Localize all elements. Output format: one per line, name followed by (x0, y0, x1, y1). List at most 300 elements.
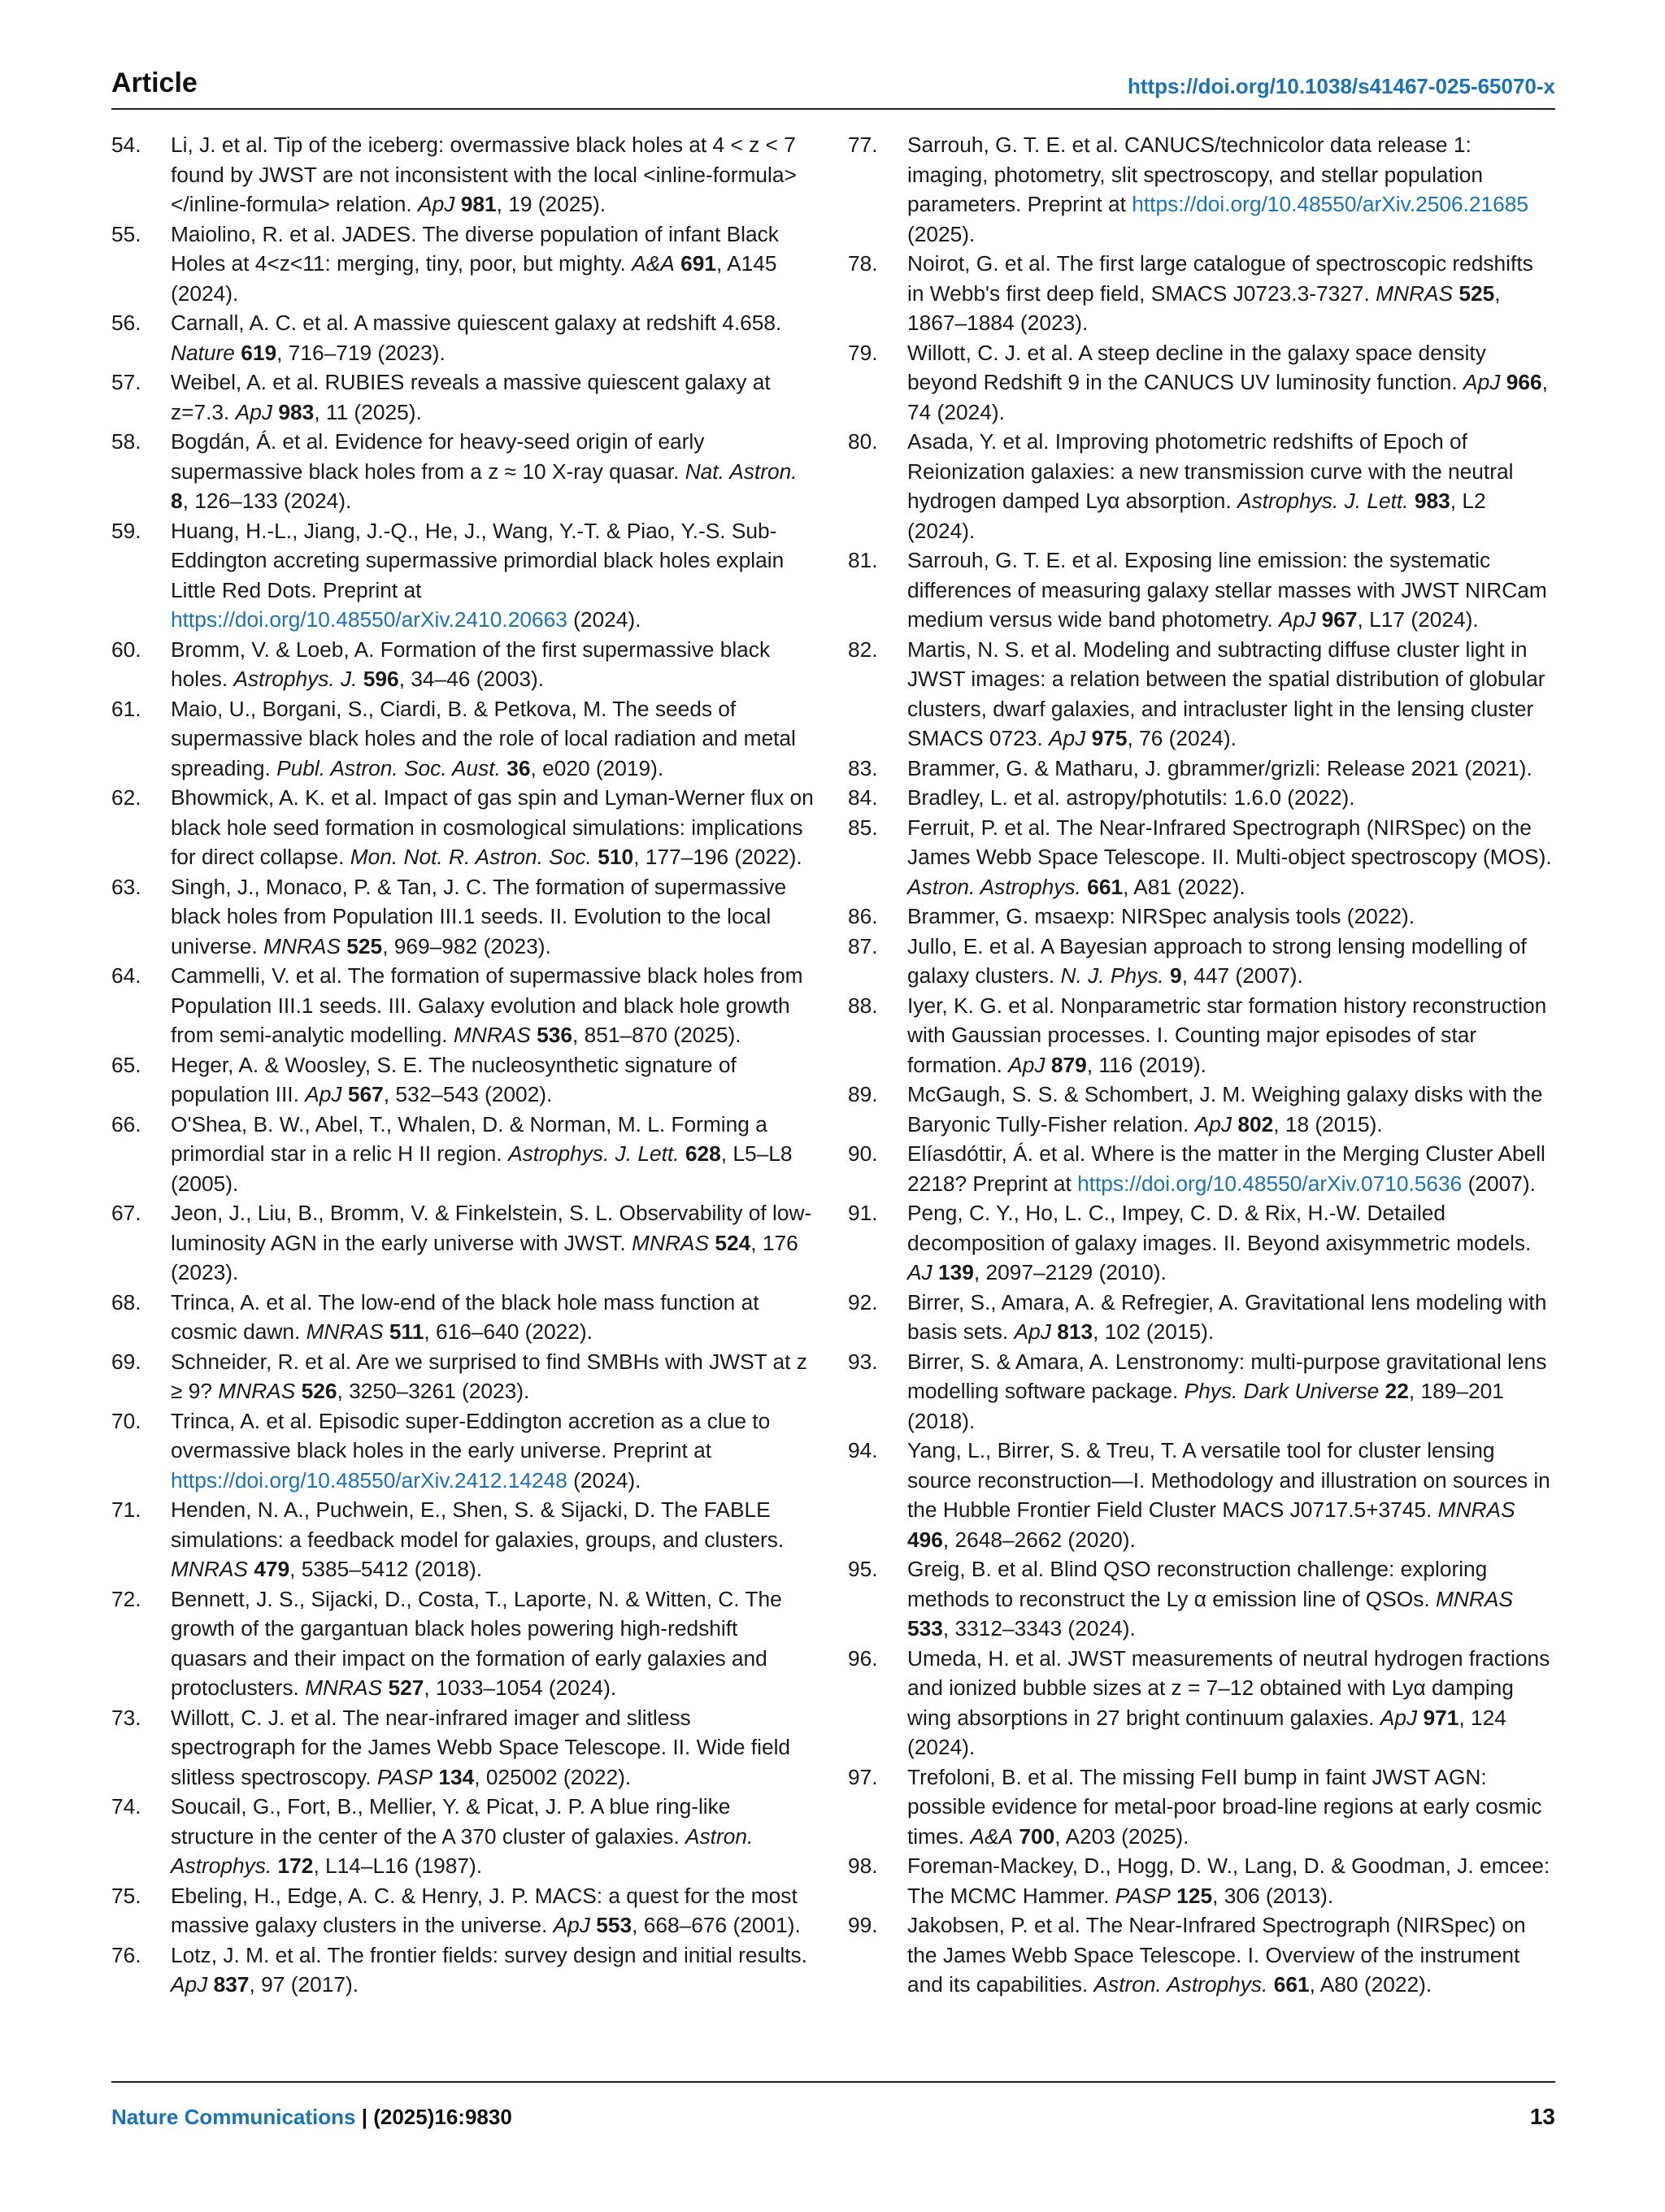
reference-number: 91. (848, 1201, 878, 1225)
reference-fragment (1046, 1053, 1051, 1077)
reference-fragment: Bradley, L. et al. astropy/photutils: 1.6.0 (2022). (907, 785, 1355, 810)
reference-number: 98. (848, 1853, 878, 1878)
reference-fragment: Soucail, G., Fort, B., Mellier, Y. & Picat, J. P. A blue ring-like structure in the center of the A 370 cluster of galaxies. (171, 1794, 731, 1849)
reference-number: 64. (111, 963, 141, 988)
footer-rule (111, 2081, 1555, 2083)
reference-text (171, 367, 819, 427)
journal-title: MNRAS (305, 1675, 383, 1700)
reference-item (111, 1406, 819, 1496)
reference-text (907, 1288, 1555, 1347)
volume-number: 36 (506, 755, 531, 780)
reference-number: 58. (111, 429, 141, 454)
reference-item (111, 783, 819, 872)
reference-fragment: Yang, L., Birrer, S. & Treu, T. A versatile tool for cluster lensing source reconstruction—I. Methodology and illustration on sources in the Hubble Frontier Field Cluster MACS J0717.5+3745. (907, 1438, 1550, 1522)
reference-fragment: (2024). (567, 1467, 641, 1493)
reference-text (171, 1584, 819, 1703)
reference-number: 94. (848, 1438, 878, 1462)
reference-fragment: , 1033–1054 (2024). (424, 1675, 617, 1700)
volume-number: 536 (537, 1023, 572, 1047)
reference-fragment: Singh, J., Monaco, P. & Tan, J. C. The formation of supermassive black holes from Population III.1 seeds. II. Evolution to the local universe. (171, 874, 787, 958)
reference-fragment: , 102 (2015). (1093, 1319, 1215, 1344)
reference-text (171, 130, 819, 219)
journal-title: ApJ (305, 1082, 342, 1106)
reference-text (171, 308, 819, 367)
reference-text (171, 635, 819, 694)
journal-title: Phys. Dark Universe (1184, 1379, 1380, 1403)
reference-text (907, 991, 1555, 1080)
journal-title: Astron. Astrophys. (907, 874, 1081, 899)
reference-number: 56. (111, 311, 141, 335)
reference-fragment: Peng, C. Y., Ho, L. C., Impey, C. D. & Rix, H.-W. Detailed decomposition of galaxy images. II. Beyond axisymmetric models. (907, 1201, 1532, 1255)
reference-fragment: , 2648–2662 (2020). (942, 1527, 1136, 1552)
reference-item (848, 1080, 1555, 1139)
volume-number: 971 (1423, 1705, 1459, 1730)
volume-number: 983 (1414, 489, 1450, 513)
reference-item (111, 1495, 819, 1584)
reference-fragment: Jullo, E. et al. A Bayesian approach to strong lensing modelling of galaxy clusters. (907, 933, 1527, 988)
volume-number: 496 (907, 1527, 943, 1552)
volume-number: 22 (1385, 1379, 1409, 1403)
reference-fragment: , 1867–1884 (2023). (907, 280, 1501, 335)
reference-fragment: Li, J. et al. Tip of the iceberg: overmassive black holes at 4 < z < 7 found by JWST are not inconsistent with the local <inline-formula></inline-formula> relation. (171, 133, 797, 216)
reference-fragment: Ferruit, P. et al. The Near-Infrared Spectrograph (NIRSpec) on the James Webb Space Telescope. II. Multi-object spectroscopy (MOS). (907, 815, 1552, 869)
reference-text (907, 130, 1555, 249)
volume-number: 983 (278, 399, 315, 424)
reference-number: 93. (848, 1349, 878, 1374)
reference-number: 77. (848, 133, 878, 157)
reference-fragment: Maiolino, R. et al. JADES. The diverse population of infant Black Holes at 4<z<11: merging, tiny, poor, but mighty. (171, 221, 779, 276)
reference-text (171, 694, 819, 784)
reference-number: 72. (111, 1586, 141, 1611)
header-rule (111, 108, 1555, 110)
reference-fragment: , L2 (2024). (907, 489, 1486, 543)
journal-title: MNRAS (632, 1230, 710, 1255)
reference-number: 76. (111, 1942, 141, 1967)
reference-fragment: , 176 (2023). (171, 1230, 798, 1284)
reference-text (171, 1347, 819, 1406)
reference-text (171, 872, 819, 962)
journal-title: Astron. Astrophys. (171, 1823, 754, 1878)
reference-fragment: McGaugh, S. S. & Schombert, J. M. Weighing galaxy disks with the Baryonic Tully-Fisher relation. (907, 1082, 1543, 1136)
reference-item (848, 1851, 1555, 1910)
section-label: Article (111, 67, 198, 98)
reference-fragment: , 3250–3261 (2023). (337, 1379, 530, 1403)
reference-item (848, 130, 1555, 249)
reference-fragment (272, 1853, 277, 1878)
reference-fragment: Trefoloni, B. et al. The missing FeII bump in faint JWST AGN: possible evidence for metal-poor broad-line regions at early cosmic times. (907, 1764, 1542, 1849)
reference-fragment: , 306 (2013). (1212, 1883, 1334, 1908)
reference-text (171, 219, 819, 309)
reference-fragment (1379, 1379, 1385, 1403)
reference-fragment: Brammer, G. & Matharu, J. gbrammer/grizli: Release 2021 (2021). (907, 755, 1532, 780)
reference-fragment: , A81 (2022). (1123, 874, 1245, 899)
journal-title: MNRAS (1376, 280, 1454, 306)
journal-title: MNRAS (263, 933, 341, 958)
reference-text (907, 1851, 1555, 1910)
journal-title: MNRAS (453, 1023, 531, 1047)
journal-title: Mon. Not. R. Astron. Soc. (350, 845, 592, 869)
volume-number: 479 (254, 1557, 290, 1581)
reference-fragment: , A145 (2024). (171, 251, 777, 306)
reference-fragment: Sarrouh, G. T. E. et al. CANUCS/technicolor data release 1: imaging, photometry, slit spectroscopy, and stellar population parameters. Preprint at (907, 133, 1483, 216)
preprint-link[interactable]: https://doi.org/10.48550/arXiv.2412.14248 (171, 1467, 567, 1493)
preprint-link[interactable]: https://doi.org/10.48550/arXiv.0710.5636 (1077, 1171, 1463, 1196)
reference-text (171, 1881, 819, 1940)
reference-fragment (357, 667, 363, 691)
reference-fragment: O'Shea, B. W., Abel, T., Whalen, D. & Norman, M. L. Forming a primordial star in a relic H II region. (171, 1111, 767, 1166)
volume-number: 125 (1176, 1883, 1213, 1908)
reference-fragment: , 716–719 (2023). (276, 340, 446, 365)
reference-fragment: Birrer, S., Amara, A. & Refregier, A. Gravitational lens modeling with basis sets. (907, 1289, 1547, 1344)
reference-fragment: Greig, B. et al. Blind QSO reconstruction challenge: exploring methods to reconstruct the Ly α emission line of QSOs. (907, 1557, 1488, 1611)
reference-item (111, 1110, 819, 1199)
reference-fragment: , 19 (2025). (496, 192, 606, 216)
reference-text (907, 1139, 1555, 1198)
reference-item (848, 991, 1555, 1080)
reference-text (907, 427, 1555, 545)
reference-fragment: Bennett, J. S., Sijacki, D., Costa, T., Laporte, N. & Witten, C. The growth of the gargantuan black holes powering high-redshift quasars and their impact on the formation of early galaxies and protoclusters. (171, 1586, 782, 1700)
reference-item (848, 783, 1555, 813)
reference-item (111, 1881, 819, 1940)
journal-title: Publ. Astron. Soc. Aust. (276, 755, 501, 780)
reference-fragment: , L17 (2024). (1357, 607, 1479, 632)
reference-item (111, 219, 819, 309)
reference-text (907, 1080, 1555, 1139)
reference-fragment: , A80 (2022). (1309, 1972, 1432, 1997)
volume-number: 700 (1019, 1823, 1055, 1849)
reference-number: 63. (111, 874, 141, 899)
journal-title: N. J. Phys. (1060, 963, 1164, 988)
reference-fragment (675, 251, 680, 276)
journal-title: MNRAS (306, 1319, 384, 1344)
reference-text (907, 754, 1555, 784)
reference-text (907, 1554, 1555, 1644)
journal-title: ApJ (235, 399, 273, 424)
reference-fragment: Trinca, A. et al. Episodic super-Eddington accretion as a clue to overmassive black holes in the early universe. Preprint at (171, 1408, 771, 1462)
reference-fragment (1164, 963, 1170, 988)
reference-item (111, 367, 819, 427)
reference-fragment: , 3312–3343 (2024). (942, 1616, 1136, 1641)
reference-fragment: , 532–543 (2002). (383, 1082, 553, 1106)
reference-number: 97. (848, 1764, 878, 1789)
page-footer (111, 2104, 1555, 2130)
reference-fragment (1085, 726, 1091, 750)
reference-number: 90. (848, 1141, 878, 1166)
volume-number: 596 (363, 667, 399, 691)
page-number: 13 (1529, 2104, 1555, 2129)
reference-item (848, 932, 1555, 991)
volume-number: 975 (1091, 726, 1128, 750)
volume-number: 628 (685, 1141, 721, 1166)
reference-fragment: Maio, U., Borgani, S., Ciardi, B. & Petkova, M. The seeds of supermassive black holes and the role of local radiation and metal spreading. (171, 696, 796, 780)
reference-item (111, 130, 819, 219)
reference-item (848, 1288, 1555, 1347)
journal-title: ApJ (1463, 370, 1501, 394)
reference-text (907, 249, 1555, 338)
reference-item (848, 545, 1555, 635)
volume-number: 661 (1273, 1972, 1310, 1997)
reference-fragment: , 851–870 (2025). (572, 1023, 741, 1047)
reference-text (171, 1288, 819, 1347)
reference-text (171, 1495, 819, 1584)
reference-item (848, 1198, 1555, 1288)
reference-text (171, 516, 819, 635)
journal-title: ApJ (553, 1913, 590, 1937)
reference-fragment: Heger, A. & Woosley, S. E. The nucleosynthetic signature of population III. (171, 1052, 737, 1106)
volume-number: 967 (1321, 607, 1358, 632)
reference-fragment: , 5385–5412 (2018). (289, 1557, 483, 1581)
reference-number: 55. (111, 221, 141, 246)
reference-fragment: Bhowmick, A. K. et al. Impact of gas spin and Lyman-Werner flux on black hole seed formation in cosmological simulations: implications for direct collapse. (171, 785, 814, 869)
reference-item (111, 516, 819, 635)
journal-title: PASP (1115, 1883, 1171, 1908)
journal-title: Astrophys. J. Lett. (508, 1141, 680, 1166)
reference-item (111, 1050, 819, 1110)
reference-number: 60. (111, 637, 141, 662)
reference-fragment: , 126–133 (2024). (182, 489, 352, 513)
reference-text (171, 1792, 819, 1881)
volume-number: 619 (241, 340, 277, 365)
reference-fragment: Bogdán, Á. et al. Evidence for heavy-seed origin of early supermassive black holes from a z ≈ 10 X-ray quasar. (171, 429, 705, 484)
reference-item (111, 1584, 819, 1703)
reference-number: 68. (111, 1289, 141, 1315)
volume-number: 966 (1506, 370, 1542, 394)
reference-fragment: , L14–L16 (1987). (313, 1853, 483, 1878)
journal-title: ApJ (1380, 1705, 1418, 1730)
reference-fragment: Foreman-Mackey, D., Hogg, D. W., Lang, D. & Goodman, J. emcee: The MCMC Hammer. (907, 1853, 1550, 1908)
reference-number: 75. (111, 1883, 141, 1908)
reference-text (907, 1910, 1555, 2000)
volume-number: 879 (1050, 1052, 1087, 1077)
reference-number: 67. (111, 1201, 141, 1225)
journal-title: ApJ (1279, 607, 1316, 632)
volume-number: 524 (715, 1230, 751, 1255)
reference-fragment: Willott, C. J. et al. The near-infrared imager and slitless spectrograph for the James Webb Space Telescope. II. Wide field slitless spectroscopy. (171, 1705, 791, 1789)
reference-fragment (1315, 607, 1321, 632)
reference-column-right (848, 130, 1555, 2000)
reference-fragment: Jakobsen, P. et al. The Near-Infrared Spectrograph (NIRSpec) on the James Webb Space Telescope. I. Overview of the instrument and its capabilities. (907, 1913, 1526, 1997)
reference-fragment: , 11 (2025). (314, 399, 422, 424)
reference-text (171, 1940, 819, 2000)
reference-fragment (1267, 1972, 1273, 1997)
reference-item (111, 1198, 819, 1288)
reference-fragment: Weibel, A. et al. RUBIES reveals a massive quiescent galaxy at z=7.3. (171, 370, 771, 424)
reference-fragment: Schneider, R. et al. Are we surprised to find SMBHs with JWST at z ≥ 9? (171, 1349, 807, 1403)
reference-fragment: Ebeling, H., Edge, A. C. & Henry, J. P. MACS: a quest for the most massive galaxy clusters in the universe. (171, 1883, 798, 1937)
reference-text (907, 932, 1555, 991)
reference-number: 82. (848, 637, 878, 662)
reference-fragment: , 025002 (2022). (474, 1764, 632, 1789)
reference-text (171, 1110, 819, 1199)
reference-fragment: , 668–676 (2001). (632, 1913, 801, 1937)
reference-fragment: Sarrouh, G. T. E. et al. Exposing line emission: the systematic differences of measuring galaxy stellar masses with JWST NIRCam medium versus wide band photometry. (907, 548, 1547, 632)
reference-number: 79. (848, 340, 878, 365)
reference-fragment: , L5–L8 (2005). (171, 1141, 793, 1196)
reference-number: 71. (111, 1497, 141, 1522)
reference-item (848, 1436, 1555, 1554)
reference-text (171, 427, 819, 516)
volume-number: 139 (938, 1260, 974, 1284)
reference-fragment: Jeon, J., Liu, B., Bromm, V. & Finkelstein, S. L. Observability of low-luminosity AGN in the early universe with JWST. (171, 1201, 812, 1255)
reference-number: 83. (848, 755, 878, 780)
volume-number: 510 (598, 845, 634, 869)
journal-citation: | (2025)16:9830 (355, 2104, 512, 2129)
journal-title: Astron. Astrophys. (1093, 1972, 1268, 1997)
reference-fragment: Carnall, A. C. et al. A massive quiescent galaxy at redshift 4.658. (171, 311, 782, 335)
reference-fragment: Martis, N. S. et al. Modeling and subtracting diffuse cluster light in JWST images: a relation between the spatial distribution of globular clusters, dwarf galaxies, and intracluster light in the lensing cluster SMACS 0723. (907, 637, 1545, 750)
volume-number: 525 (346, 933, 383, 958)
reference-text (907, 783, 1555, 813)
volume-number: 533 (907, 1616, 943, 1641)
preprint-link[interactable]: https://doi.org/10.48550/arXiv.2410.20663 (171, 607, 567, 632)
reference-text (907, 338, 1555, 428)
journal-title: MNRAS (1437, 1497, 1515, 1522)
reference-fragment (531, 1023, 537, 1047)
preprint-link[interactable]: https://doi.org/10.48550/arXiv.2506.21685 (1132, 192, 1529, 216)
reference-fragment (1409, 489, 1415, 513)
volume-number: 813 (1057, 1319, 1093, 1344)
reference-text (171, 1406, 819, 1496)
reference-item (848, 1347, 1555, 1436)
reference-fragment: (2024). (567, 607, 641, 632)
reference-fragment: , 969–982 (2023). (382, 933, 551, 958)
journal-title: ApJ (171, 1972, 208, 1997)
reference-number: 89. (848, 1082, 878, 1106)
reference-text (171, 1050, 819, 1110)
reference-fragment: Lotz, J. M. et al. The frontier fields: survey design and initial results. (171, 1942, 807, 1967)
reference-fragment: (2025). (907, 221, 976, 246)
journal-title: ApJ (1194, 1111, 1232, 1136)
journal-title: MNRAS (218, 1379, 296, 1403)
reference-item (111, 427, 819, 516)
journal-title: ApJ (1008, 1052, 1046, 1077)
volume-number: 837 (213, 1972, 250, 1997)
reference-fragment: , A203 (2025). (1054, 1823, 1189, 1849)
reference-item (848, 902, 1555, 932)
reference-number: 81. (848, 548, 878, 572)
reference-text (171, 961, 819, 1050)
reference-number: 57. (111, 370, 141, 394)
reference-fragment: , 74 (2024). (907, 370, 1548, 424)
reference-fragment: , 177–196 (2022). (633, 845, 802, 869)
journal-name[interactable]: Nature Communications (111, 2104, 356, 2129)
journal-title: AJ (907, 1260, 932, 1284)
reference-number: 78. (848, 251, 878, 276)
reference-number: 88. (848, 993, 878, 1018)
reference-text (907, 1436, 1555, 1554)
reference-item (848, 1762, 1555, 1852)
reference-fragment: Elíasdóttir, Á. et al. Where is the matter in the Merging Cluster Abell 2218? Preprint at (907, 1141, 1545, 1196)
reference-number: 74. (111, 1794, 141, 1819)
journal-title: A&A (632, 251, 675, 276)
journal-title: Nat. Astron. (685, 458, 798, 484)
reference-number: 92. (848, 1289, 878, 1315)
reference-text (907, 635, 1555, 754)
reference-fragment (342, 1082, 348, 1106)
reference-fragment (207, 1972, 213, 1997)
reference-number: 61. (111, 696, 141, 721)
volume-number: 802 (1237, 1111, 1274, 1136)
reference-text (907, 902, 1555, 932)
reference-text (171, 783, 819, 872)
reference-fragment (384, 1319, 389, 1344)
volume-number: 567 (347, 1082, 384, 1106)
reference-fragment: Henden, N. A., Puchwein, E., Shen, S. & Sijacki, D. The FABLE simulations: a feedback model for galaxies, groups, and clusters. (171, 1497, 785, 1552)
reference-fragment: (2007). (1462, 1171, 1536, 1196)
journal-title: ApJ (418, 192, 455, 216)
journal-title: ApJ (1014, 1319, 1051, 1344)
reference-text (907, 545, 1555, 635)
reference-fragment: Iyer, K. G. et al. Nonparametric star formation history reconstruction with Gaussian processes. I. Counting major episodes of star formation. (907, 993, 1547, 1077)
reference-number: 96. (848, 1645, 878, 1671)
reference-number: 65. (111, 1052, 141, 1077)
reference-item (848, 1139, 1555, 1198)
reference-fragment: Asada, Y. et al. Improving photometric redshifts of Epoch of Reionization galaxies: a new transmission curve with the neutral hydrogen damped Lyα absorption. (907, 429, 1514, 513)
doi-link[interactable]: https://doi.org/10.1038/s41467-025-65070-x (1127, 74, 1555, 98)
reference-item (111, 308, 819, 367)
volume-number: 134 (438, 1764, 475, 1789)
volume-number: 691 (680, 251, 716, 276)
journal-title: ApJ (1048, 726, 1086, 750)
reference-fragment: , 76 (2024). (1127, 726, 1237, 750)
reference-text (907, 1762, 1555, 1852)
reference-item (848, 813, 1555, 902)
volume-number: 172 (277, 1853, 314, 1878)
reference-number: 85. (848, 815, 878, 840)
reference-fragment: Willott, C. J. et al. A steep decline in the galaxy space density beyond Redshift 9 in the CANUCS UV luminosity function. (907, 340, 1486, 394)
reference-fragment: Bromm, V. & Loeb, A. Formation of the first supermassive black holes. (171, 637, 771, 691)
journal-title: Astrophys. J. (233, 667, 358, 691)
reference-text (171, 1198, 819, 1288)
reference-fragment: , 616–640 (2022). (424, 1319, 593, 1344)
reference-fragment: Trinca, A. et al. The low-end of the black hole mass function at cosmic dawn. (171, 1289, 759, 1344)
volume-number: 526 (301, 1379, 337, 1403)
reference-fragment: , 2097–2129 (2010). (973, 1260, 1167, 1284)
reference-number: 99. (848, 1913, 878, 1937)
reference-fragment (932, 1260, 938, 1284)
reference-text (907, 813, 1555, 902)
reference-fragment: , 34–46 (2003). (398, 667, 545, 691)
reference-fragment: Brammer, G. msaexp: NIRSpec analysis tools (2022). (907, 904, 1415, 928)
reference-number: 62. (111, 785, 141, 810)
reference-number: 84. (848, 785, 878, 810)
journal-title: A&A (970, 1823, 1014, 1849)
reference-item (111, 1347, 819, 1406)
reference-fragment: , 116 (2019). (1086, 1052, 1206, 1077)
reference-item (848, 249, 1555, 338)
reference-number: 66. (111, 1111, 141, 1136)
reference-item (848, 754, 1555, 784)
reference-item (848, 1644, 1555, 1762)
reference-fragment: , 447 (2007). (1181, 963, 1303, 988)
volume-number: 661 (1087, 874, 1124, 899)
reference-item (111, 694, 819, 784)
reference-fragment (454, 192, 460, 216)
reference-fragment: Birrer, S. & Amara, A. Lenstronomy: multi-purpose gravitational lens modelling software package. (907, 1349, 1547, 1403)
reference-number: 95. (848, 1557, 878, 1581)
reference-fragment: Umeda, H. et al. JWST measurements of neutral hydrogen fractions and ionized bubble sizes at z = 7–12 obtained with Lyα damping wing absorptions in 27 bright continuum galaxies. (907, 1645, 1550, 1730)
reference-fragment: , 18 (2015). (1273, 1111, 1383, 1136)
reference-fragment: , 189–201 (2018). (907, 1379, 1504, 1433)
journal-title: MNRAS (1436, 1586, 1513, 1611)
journal-title: MNRAS (171, 1557, 248, 1581)
reference-fragment (680, 1141, 685, 1166)
reference-column-left (111, 130, 819, 2000)
reference-number: 86. (848, 904, 878, 928)
reference-number: 87. (848, 933, 878, 958)
reference-number: 70. (111, 1408, 141, 1433)
reference-number: 73. (111, 1705, 141, 1730)
